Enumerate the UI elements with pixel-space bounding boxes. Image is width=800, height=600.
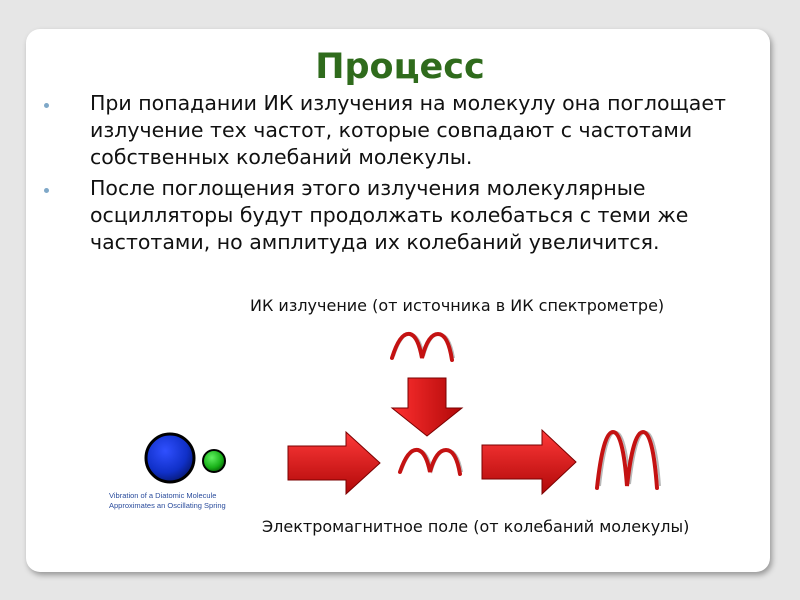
molecule-caption-line2: Approximates an Oscillating Spring xyxy=(109,501,226,510)
diatomic-molecule-image xyxy=(140,428,240,488)
slide-title: Процесс xyxy=(315,47,485,87)
ir-radiation-caption: ИК излучение (от источника в ИК спектрометре) xyxy=(250,296,665,315)
molecule-wave-icon xyxy=(398,442,466,478)
right-arrow-right-icon xyxy=(480,428,578,496)
bullet-item xyxy=(44,90,744,171)
molecule-caption xyxy=(109,491,226,511)
down-arrow-icon xyxy=(390,376,466,438)
bullet-text: При попадании ИК излучения на молекулу она поглощает излучение тех частот, которые совпадают с частотами собственных колебаний молекулы. xyxy=(90,91,726,169)
em-field-caption: Электромагнитное поле (от колебаний молекулы) xyxy=(262,517,690,536)
molecule-caption-line1: Vibration of a Diatomic Molecule xyxy=(109,491,217,500)
right-arrow-left-icon xyxy=(286,430,382,496)
small-atom xyxy=(203,450,225,472)
bullet-marker xyxy=(44,103,49,108)
bullet-item xyxy=(44,175,744,256)
ir-wave-icon xyxy=(390,330,462,366)
bullet-text: После поглощения этого излучения молекулярные осцилляторы будут продолжать колебаться с теми же частотами, но амплитуда их колебаний увеличится. xyxy=(90,176,689,254)
amplified-wave-icon xyxy=(594,428,666,490)
bullet-list xyxy=(44,90,744,260)
bullet-marker xyxy=(44,188,49,193)
large-atom xyxy=(146,434,194,482)
